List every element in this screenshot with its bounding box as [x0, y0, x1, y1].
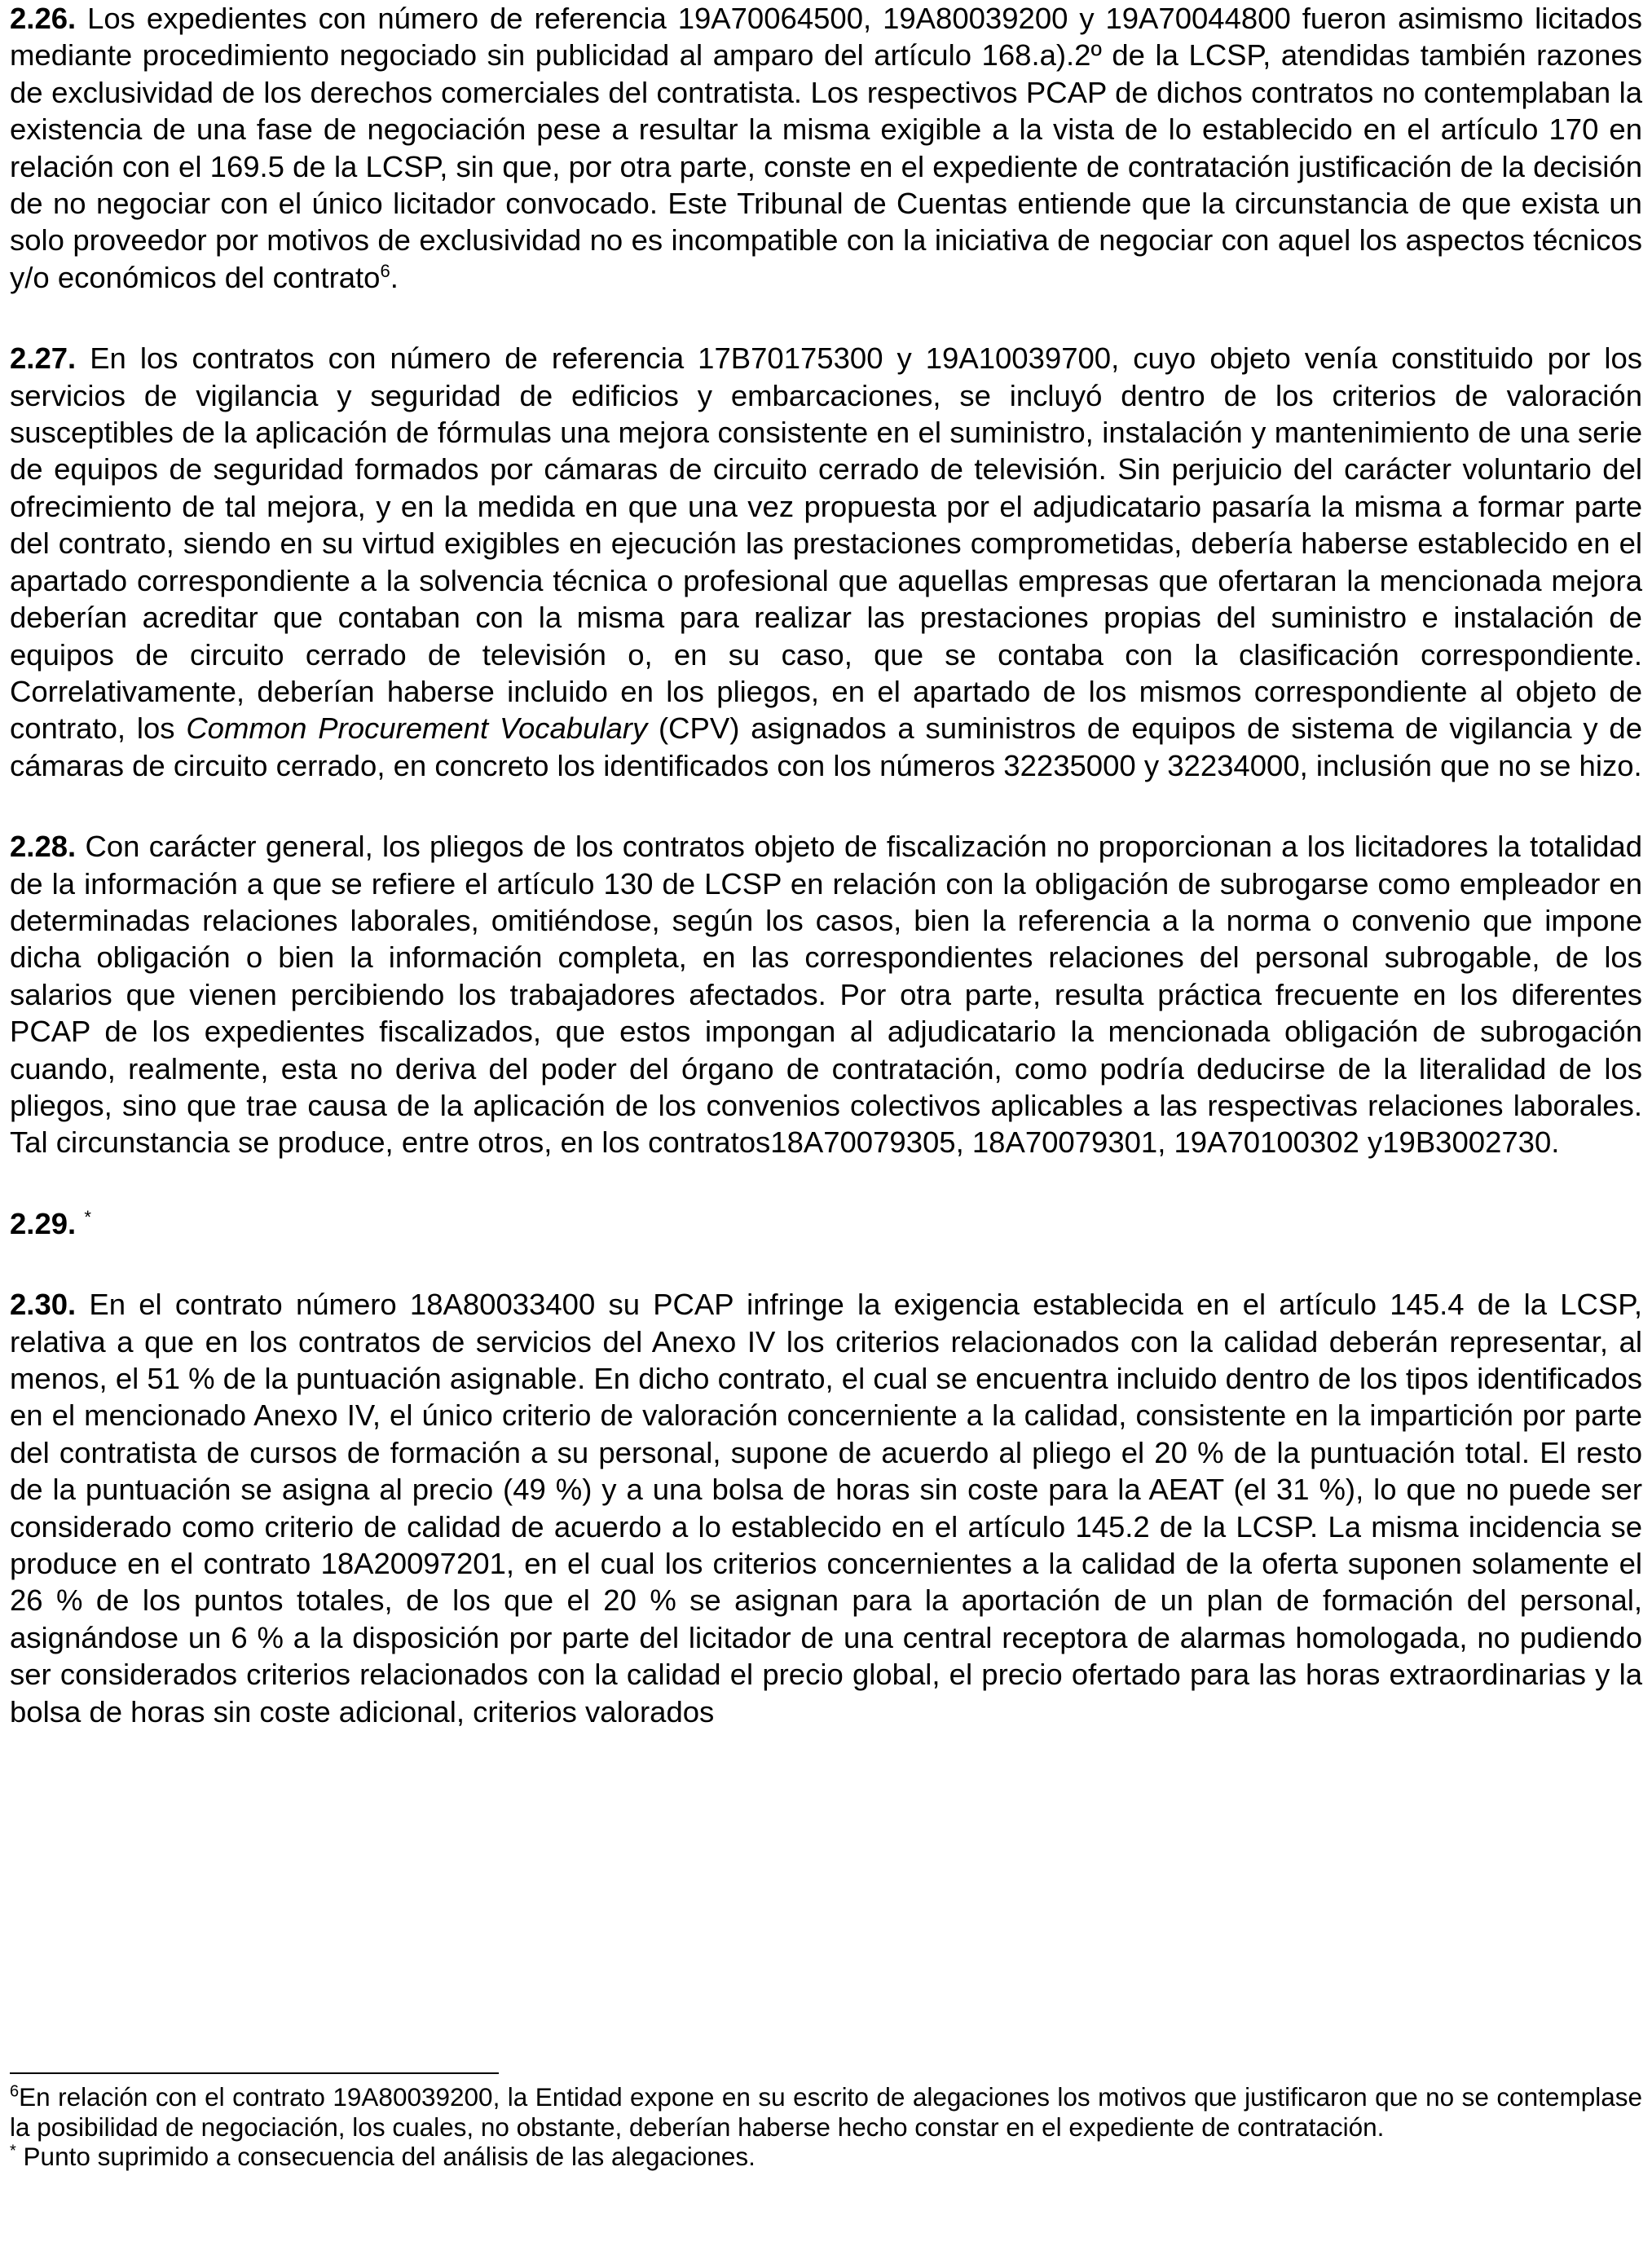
- footnote-marker: 6: [10, 2082, 20, 2101]
- footnotes-section: [10, 2082, 1642, 2172]
- paragraph-text: Con carácter general, los pliegos de los contratos objeto de fiscalización no proporcionan a los licitadores la totalidad de la información a que se refiere el artículo 130 de LCSP en relación con la obligación de subrogarse como empleador en determinadas relaciones laborales, omitiéndose, según los casos, bien la referencia a la norma o convenio que impone dicha obligación o bien la información completa, en las correspondientes relaciones del personal subrogable, de los salarios que vienen percibiendo los trabajadores afectados. Por otra parte, resulta práctica frecuente en los diferentes PCAP de los expedientes fiscalizados, que estos impongan al adjudicatario la mencionada obligación de subrogación cuando, realmente, esta no deriva del poder del órgano de contratación, como podría deducirse de la literalidad de los pliegos, sino que trae causa de la aplicación de los convenios colectivos aplicables a las respectivas relaciones laborales. Tal circunstancia se produce, entre otros, en los contratos18A70079305, 18A70079301, 19A70100302 y19B3002730.: [10, 830, 1642, 1160]
- document-body: [10, 0, 1642, 1774]
- paragraph-text-end: .: [390, 260, 399, 294]
- paragraph-2-27: [10, 340, 1642, 784]
- paragraph-italic-term: Common Procurement Vocabulary: [186, 711, 648, 746]
- paragraph-2-28: [10, 828, 1642, 1161]
- footnote-reference[interactable]: *: [84, 1206, 91, 1227]
- paragraph-text: Los expedientes con número de referencia 19A70064500, 19A80039200 y 19A70044800 fueron asimismo licitados mediante procedimiento negociado sin publicidad al amparo del artículo 168.a).2º de la LCSP, atendidas también razones de exclusividad de los derechos comerciales del contratista. Los respectivos PCAP de dichos contratos no contemplaban la existencia de una fase de negociación pese a resultar la misma exigible a la vista de lo establecido en el artículo 170 en relación con el 169.5 de la LCSP, sin que, por otra parte, conste en el expediente de contratación justificación de la decisión de no negociar con el único licitador convocado. Este Tribunal de Cuentas entiende que la circunstancia de que exista un solo proveedor por motivos de exclusividad no es incompatible con la iniciativa de negociar con aquel los aspectos técnicos y/o económicos del contrato: [10, 2, 1642, 294]
- paragraph-2-30: [10, 1286, 1642, 1730]
- paragraph-number: 2.28.: [10, 830, 77, 864]
- footnote-asterisk: [10, 2142, 1642, 2172]
- paragraph-text: En los contratos con número de referencia 17B70175300 y 19A10039700, cuyo objeto venía constituido por los servicios de vigilancia y seguridad de edificios y embarcaciones, se incluyó dentro de los criterios de valoración susceptibles de la aplicación de fórmulas una mejora consistente en el suministro, instalación y mantenimiento de una serie de equipos de seguridad formados por cámaras de circuito cerrado de televisión. Sin perjuicio del carácter voluntario del ofrecimiento de tal mejora, y en la medida en que una vez propuesta por el adjudicatario pasaría la misma a formar parte del contrato, siendo en su virtud exigibles en ejecución las prestaciones comprometidas, debería haberse establecido en el apartado correspondiente a la solvencia técnica o profesional que aquellas empresas que ofertaran la mencionada mejora deberían acreditar que contaban con la misma para realizar las prestaciones propias del suministro e instalación de equipos de circuito cerrado de televisión o, en su caso, que se contaba con la clasificación correspondiente. Correlativamente, deberían haberse incluido en los pliegos, en el apartado de los mismos correspondiente al objeto de contrato, los: [10, 341, 1642, 746]
- paragraph-number: 2.26.: [10, 2, 77, 35]
- footnote-6: [10, 2082, 1642, 2142]
- footnote-text: Punto suprimido a consecuencia del análisis de las alegaciones.: [15, 2142, 756, 2171]
- footnote-reference[interactable]: 6: [380, 260, 390, 281]
- footnote-marker: *: [10, 2142, 16, 2160]
- paragraph-number: 2.29.: [10, 1206, 77, 1240]
- footnote-text: En relación con el contrato 19A80039200, la Entidad expone en su escrito de alegaciones los motivos que justificaron que no se contemplase la posibilidad de negociación, los cuales, no obstante, deberían haberse hecho constar en el expediente de contratación.: [10, 2082, 1642, 2142]
- paragraph-text: En el contrato número 18A80033400 su PCAP infringe la exigencia establecida en el artículo 145.4 de la LCSP, relativa a que en los contratos de servicios del Anexo IV los criterios relacionados con la calidad deberán representar, al menos, el 51 % de la puntuación asignable. En dicho contrato, el cual se encuentra incluido dentro de los tipos identificados en el mencionado Anexo IV, el único criterio de valoración concerniente a la calidad, consistente en la impartición por parte del contratista de cursos de formación a su personal, supone de acuerdo al pliego el 20 % de la puntuación total. El resto de la puntuación se asigna al precio (49 %) y a una bolsa de horas sin coste para la AEAT (el 31 %), lo que no puede ser considerado como criterio de calidad de acuerdo a lo establecido en el artículo 145.2 de la LCSP. La misma incidencia se produce en el contrato 18A20097201, en el cual los criterios concernientes a la calidad de la oferta suponen solamente el 26 % de los puntos totales, de los que el 20 % se asignan para la aportación de un plan de formación del personal, asignándose un 6 % a la disposición por parte del licitador de una central receptora de alarmas homologada, no pudiendo ser considerados criterios relacionados con la calidad el precio global, el precio ofertado para las horas extraordinarias y la bolsa de horas sin coste adicional, criterios valorados: [10, 1288, 1642, 1729]
- footnote-divider: [10, 2072, 499, 2074]
- paragraph-2-29: [10, 1205, 1642, 1242]
- paragraph-2-26: [10, 0, 1642, 296]
- paragraph-text-continued: (CPV) asignados a suministros de equipos de sistema de vigilancia y de cámaras de circuito cerrado, en concreto los identificados con los números 32235000 y 32234000, inclusión que no se hizo.: [10, 711, 1642, 782]
- paragraph-number: 2.27.: [10, 341, 77, 376]
- paragraph-number: 2.30.: [10, 1288, 77, 1322]
